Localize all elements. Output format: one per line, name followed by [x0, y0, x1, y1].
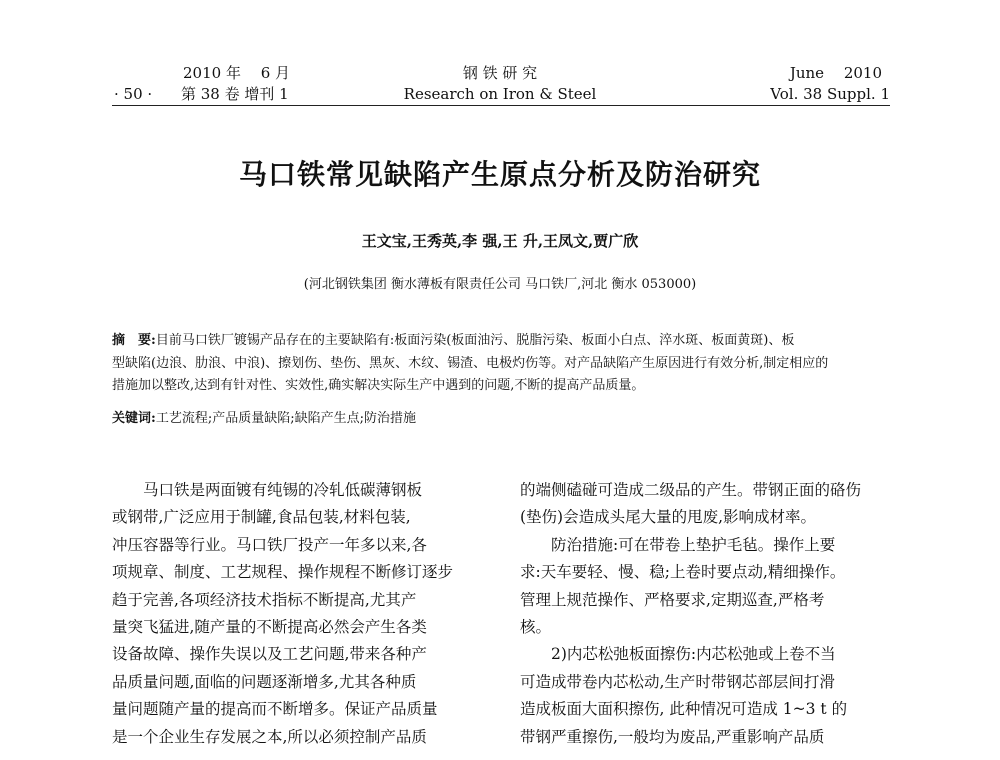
paper-authors: 王文宝,王秀英,李 强,王 升,王凤文,贾广欣 — [361, 232, 639, 250]
body-line: 可造成带卷内芯松动,生产时带钢芯部层间打滑 — [520, 672, 835, 691]
header-right-volume: Vol. 38 Suppl. 1 — [770, 85, 890, 103]
body-line: 量问题随产量的提高而不断增多。保证产品质量 — [112, 700, 438, 719]
body-column-left — [112, 477, 492, 751]
abstract-label: 摘 要: — [112, 333, 156, 348]
body-line: (垫伤)会造成头尾大量的甩废,影响成材率。 — [520, 508, 817, 527]
journal-name-en: Research on Iron & Steel — [403, 85, 597, 103]
body-line: 趋于完善,各项经济技术指标不断提高,尤其产 — [112, 590, 417, 609]
abstract — [112, 330, 892, 398]
abstract-line-3: 措施加以整改,达到有针对性、实效性,确实解决实际生产中遇到的问题,不断的提高产品质量。 — [112, 378, 645, 393]
paper-affiliation: (河北钢铁集团 衡水薄板有限责任公司 马口铁厂,河北 衡水 053000) — [303, 277, 697, 292]
body-line: 品质量问题,面临的问题逐渐增多,尤其各种质 — [112, 672, 417, 691]
body-line: 防治措施:可在带卷上垫护毛毡。操作上要 — [520, 535, 836, 554]
body-line: 项规章、制度、工艺规程、操作规程不断修订逐步 — [112, 563, 454, 582]
journal-name-cn: 钢 铁 研 究 — [462, 64, 538, 82]
abstract-line-2: 型缺陷(边浪、肋浪、中浪)、擦划伤、垫伤、黑灰、木纹、锡渣、电极灼伤等。对产品缺陷产生原因进行有效分析,制定相应的 — [112, 355, 829, 371]
header-page-number: · 50 · — [114, 85, 153, 103]
body-line: 的端侧磕碰可造成二级品的产生。带钢正面的硌伤 — [520, 481, 862, 499]
keywords-text: 工艺流程;产品质量缺陷;缺陷产生点;防治措施 — [155, 411, 416, 426]
body-column-right — [520, 477, 890, 751]
body-line: 马口铁是两面镀有纯锡的冷轧低碳薄钢板 — [112, 481, 423, 499]
body-line: 造成板面大面积擦伤, 此种情况可造成 1~3 t 的 — [520, 700, 848, 719]
body-line: 管理上规范操作、严格要求,定期巡查,严格考 — [520, 590, 825, 609]
header-left-volume: 第 38 卷 增刊 1 — [181, 85, 289, 103]
header-rule — [112, 105, 890, 106]
body-line: 冲压容器等行业。马口铁厂投产一年多以来,各 — [112, 535, 427, 554]
body-line: 量突飞猛进,随产量的不断提高必然会产生各类 — [112, 617, 427, 636]
keywords — [112, 409, 416, 429]
body-line: 设备故障、操作失误以及工艺问题,带来各种产 — [112, 645, 427, 664]
paper-title: 马口铁常见缺陷产生原点分析及防治研究 — [238, 158, 761, 191]
body-line: 或钢带,广泛应用于制罐,食品包装,材料包装, — [112, 508, 411, 527]
abstract-text: 目前马口铁厂镀锡产品存在的主要缺陷有:板面污染(板面油污、脱脂污染、板面小白点、淬水斑、板面黄斑)、板 — [155, 333, 795, 348]
header-right-date: June 2010 — [789, 64, 882, 82]
body-line: 是一个企业生存发展之本,所以必须控制产品质 — [112, 727, 427, 746]
body-line: 2)内芯松弛板面擦伤:内芯松弛或上卷不当 — [520, 645, 836, 664]
abstract-line-1 — [112, 330, 892, 353]
header-left-date: 2010 年 6 月 — [183, 64, 291, 82]
body-line: 核。 — [520, 617, 552, 636]
body-line: 带钢严重擦伤,一般均为废品,严重影响产品质 — [520, 727, 825, 746]
keywords-label: 关键词: — [112, 411, 156, 426]
body-line: 求:天车要轻、慢、稳;上卷时要点动,精细操作。 — [520, 563, 846, 582]
